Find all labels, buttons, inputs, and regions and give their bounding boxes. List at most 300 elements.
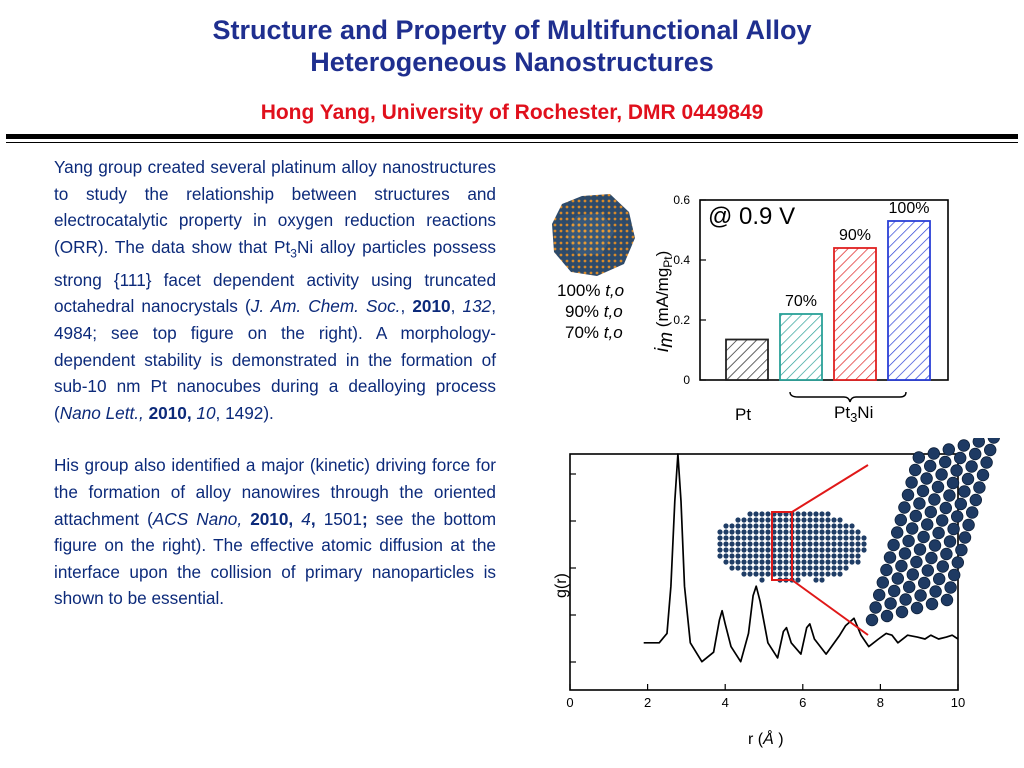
cluster-atom <box>819 553 824 558</box>
cluster-atom <box>741 571 746 576</box>
lattice-atom <box>969 448 981 460</box>
cluster-atom <box>849 523 854 528</box>
cluster-atom <box>765 565 770 570</box>
lattice-atom <box>896 560 908 572</box>
cluster-atom <box>861 547 866 552</box>
bar-data-label: 70% <box>784 293 818 310</box>
lattice-atom <box>915 590 927 602</box>
atomic-lattice-zoom-image <box>866 438 999 626</box>
bar <box>726 340 768 381</box>
cluster-atom <box>783 529 788 534</box>
cluster-atom <box>795 529 800 534</box>
cluster-atom <box>747 523 752 528</box>
lattice-atom <box>930 586 942 598</box>
lattice-atom <box>925 506 937 518</box>
cluster-atom <box>813 571 818 576</box>
cluster-atom <box>795 553 800 558</box>
cluster-atom <box>837 541 842 546</box>
lattice-atom <box>885 598 897 610</box>
cluster-atom <box>795 511 800 516</box>
cluster-atom <box>819 517 824 522</box>
bar-data-label: 100% <box>888 200 930 217</box>
cluster-atom <box>741 553 746 558</box>
cluster-atom <box>729 547 734 552</box>
lattice-atom <box>896 606 908 618</box>
cluster-atom <box>837 559 842 564</box>
cluster-atom <box>825 565 830 570</box>
gr-figure <box>540 438 1018 760</box>
cluster-atom <box>831 541 836 546</box>
legend-70: 70% t,o <box>565 323 623 342</box>
lattice-atom <box>903 581 915 593</box>
cluster-atom <box>765 541 770 546</box>
lattice-atom <box>951 511 963 523</box>
lattice-atom <box>907 569 919 581</box>
cluster-atom <box>807 553 812 558</box>
cluster-atom <box>753 523 758 528</box>
cluster-atom <box>759 571 764 576</box>
bar-y-tick-label: 0.2 <box>673 313 690 327</box>
cluster-atom <box>825 559 830 564</box>
cluster-atom <box>837 535 842 540</box>
cluster-atom <box>729 529 734 534</box>
lattice-atom <box>888 585 900 597</box>
cluster-atom <box>741 559 746 564</box>
lattice-atom <box>873 589 885 601</box>
cluster-atom <box>825 541 830 546</box>
cluster-atom <box>831 559 836 564</box>
lattice-atom <box>945 582 957 594</box>
gr-x-tick-label: 0 <box>566 695 574 710</box>
cluster-atom <box>831 571 836 576</box>
cluster-atom <box>819 559 824 564</box>
lattice-atom <box>910 510 922 522</box>
cluster-atom <box>813 547 818 552</box>
lattice-atom <box>881 564 893 576</box>
title-divider-thick <box>6 134 1018 139</box>
cluster-atom <box>783 559 788 564</box>
cluster-atom <box>723 535 728 540</box>
lattice-atom <box>906 477 918 489</box>
lattice-atom <box>918 531 930 543</box>
cluster-atom <box>765 511 770 516</box>
bar <box>780 314 822 380</box>
cluster-atom <box>807 517 812 522</box>
lattice-atom <box>881 610 893 622</box>
cluster-atom <box>747 535 752 540</box>
paragraph-1: Yang group created several platinum alloy nanostructures to study the relationship between structures and electrocatalytic property in oxygen reduction reactions (ORR). The data show that $Pt_3Ni$ alloy particles possess strong {111} facet dependent activity using truncated octahedral nanocrystals (J. Am. Chem. Soc., 2010, 132, 4984; see top figure on the right). A morphology-dependent stability is demonstrated in the formation of sub-10 nm Pt nanocubes during a dealloying process (Nano Lett., 2010, 10, 1492). <box>54 157 496 423</box>
cluster-atom <box>747 565 752 570</box>
cluster-atom <box>825 529 830 534</box>
cluster-atom <box>777 559 782 564</box>
lattice-atom <box>866 614 878 626</box>
bar-figure <box>540 180 1010 430</box>
lattice-atom <box>981 457 993 469</box>
cluster-atom <box>777 565 782 570</box>
cluster-atom <box>813 523 818 528</box>
cluster-atom <box>813 535 818 540</box>
lattice-atom <box>884 552 896 564</box>
lattice-atom <box>936 469 948 481</box>
cluster-atom <box>801 529 806 534</box>
lattice-atom <box>941 594 953 606</box>
zoom-line-top <box>792 465 868 512</box>
lattice-atom <box>933 527 945 539</box>
body-text <box>54 154 496 612</box>
lattice-atom <box>958 440 970 452</box>
lattice-atom <box>963 519 975 531</box>
cluster-atom <box>777 517 782 522</box>
lattice-atom <box>937 561 949 573</box>
cluster-atom <box>723 529 728 534</box>
cluster-atom <box>783 541 788 546</box>
lattice-atom <box>959 532 971 544</box>
cluster-atom <box>759 577 764 582</box>
cluster-atom <box>777 553 782 558</box>
lattice-atom <box>944 536 956 548</box>
cluster-atom <box>747 511 752 516</box>
lattice-atom <box>891 527 903 539</box>
bar-y-axis-label: im $(mA/mg_{Pt})$ <box>652 250 677 352</box>
cluster-atom <box>801 517 806 522</box>
gr-x-tick-label: 4 <box>721 695 729 710</box>
cluster-atom <box>837 547 842 552</box>
cluster-atom <box>801 535 806 540</box>
lattice-atom <box>984 444 996 456</box>
cluster-atom <box>765 523 770 528</box>
cluster-atom <box>753 541 758 546</box>
cluster-atom <box>837 571 842 576</box>
gr-x-axis-label: r (Å ) <box>748 731 784 748</box>
cluster-atom <box>735 535 740 540</box>
voltage-annotation: @ 0.9 V <box>708 203 796 230</box>
cluster-atom <box>777 547 782 552</box>
cluster-atom <box>831 535 836 540</box>
cluster-atom <box>741 517 746 522</box>
cluster-atom <box>759 529 764 534</box>
cluster-atom <box>741 529 746 534</box>
cluster-atom <box>831 529 836 534</box>
lattice-atom <box>911 556 923 568</box>
cluster-atom <box>813 553 818 558</box>
lattice-atom <box>940 502 952 514</box>
cluster-atom <box>813 517 818 522</box>
cluster-atom <box>813 511 818 516</box>
cluster-atom <box>807 559 812 564</box>
cluster-atom <box>825 571 830 576</box>
lattice-atom <box>962 473 974 485</box>
lattice-atom <box>928 448 940 460</box>
cluster-atom <box>819 565 824 570</box>
cluster-atom <box>843 553 848 558</box>
cluster-atom <box>825 511 830 516</box>
cluster-atom <box>825 553 830 558</box>
cluster-atom <box>765 571 770 576</box>
cluster-atom <box>723 541 728 546</box>
cluster-atom <box>783 523 788 528</box>
cluster-atom <box>849 547 854 552</box>
cluster-atom <box>843 547 848 552</box>
cluster-atom <box>843 529 848 534</box>
lattice-atom <box>888 539 900 551</box>
lattice-atom <box>959 486 971 498</box>
cluster-atom <box>801 523 806 528</box>
cluster-atom <box>723 547 728 552</box>
legend-90: 90% t,o <box>565 302 623 321</box>
cluster-atom <box>861 541 866 546</box>
cluster-atom <box>813 565 818 570</box>
cluster-atom <box>759 511 764 516</box>
cluster-atom <box>759 553 764 558</box>
lattice-atom <box>903 535 915 547</box>
cluster-atom <box>729 565 734 570</box>
lattice-atom <box>973 438 985 447</box>
gr-plot-frame <box>570 454 958 690</box>
cluster-atom <box>831 565 836 570</box>
cluster-atom <box>759 559 764 564</box>
lattice-atom <box>947 477 959 489</box>
cluster-atom <box>777 541 782 546</box>
cluster-atom <box>741 523 746 528</box>
cluster-atom <box>735 547 740 552</box>
cluster-atom <box>813 529 818 534</box>
cluster-atom <box>765 559 770 564</box>
cluster-atom <box>831 547 836 552</box>
cluster-atom <box>813 577 818 582</box>
lattice-atom <box>918 577 930 589</box>
cluster-atom <box>753 547 758 552</box>
cluster-atom <box>735 541 740 546</box>
cluster-atom <box>765 553 770 558</box>
lattice-atom <box>926 552 938 564</box>
bar-data-label: 90% <box>838 227 872 244</box>
cluster-atom <box>783 565 788 570</box>
cluster-atom <box>849 559 854 564</box>
lattice-atom <box>902 489 914 501</box>
bar-y-tick-label: 0 <box>683 373 690 387</box>
slide-title-line-1: Structure and Property of Multifunctional Alloy <box>212 15 812 45</box>
cluster-atom <box>825 517 830 522</box>
cluster-atom <box>759 517 764 522</box>
cluster-atom <box>735 559 740 564</box>
lattice-atom <box>948 569 960 581</box>
cluster-atom <box>843 541 848 546</box>
cluster-atom <box>753 517 758 522</box>
cluster-atom <box>819 511 824 516</box>
gr-y-axis-label: g(r) <box>553 573 570 598</box>
cluster-atom <box>759 565 764 570</box>
cluster-atom <box>735 529 740 534</box>
group-label-pt: Pt <box>735 405 752 424</box>
lattice-atom <box>970 494 982 506</box>
cluster-atom <box>855 553 860 558</box>
cluster-atom <box>753 553 758 558</box>
zoom-line-bottom <box>792 580 868 635</box>
cluster-atom <box>723 559 728 564</box>
lattice-atom <box>921 519 933 531</box>
cluster-atom <box>861 535 866 540</box>
cluster-atom <box>759 541 764 546</box>
cluster-atom <box>831 523 836 528</box>
lattice-atom <box>955 498 967 510</box>
cluster-atom <box>825 535 830 540</box>
lattice-atom <box>966 461 978 473</box>
cluster-atom <box>753 571 758 576</box>
cluster-atom <box>747 553 752 558</box>
lattice-atom <box>913 452 925 464</box>
cluster-atom <box>855 559 860 564</box>
lattice-atom <box>895 514 907 526</box>
lattice-atom <box>922 565 934 577</box>
title-divider-thin <box>6 142 1018 143</box>
lattice-atom <box>877 577 889 589</box>
lattice-atom <box>929 494 941 506</box>
cluster-atom <box>795 571 800 576</box>
lattice-atom <box>911 602 923 614</box>
cluster-atom <box>783 547 788 552</box>
cluster-atom <box>807 565 812 570</box>
lattice-atom <box>906 523 918 535</box>
bar-y-tick-label: 0.6 <box>673 193 690 207</box>
author-line: Hong Yang, University of Rochester, DMR 0449849 <box>260 101 764 124</box>
cluster-atom <box>849 529 854 534</box>
cluster-atom <box>717 529 722 534</box>
cluster-atom <box>819 547 824 552</box>
cluster-atom <box>753 511 758 516</box>
cluster-atom <box>837 517 842 522</box>
cluster-atom <box>729 535 734 540</box>
cluster-atom <box>735 565 740 570</box>
lattice-atom <box>914 544 926 556</box>
cluster-atom <box>741 535 746 540</box>
paragraph-2: His group also identified a major (kinetic) driving force for the formation of alloy nanowires through the oriented attachment (ACS Nano, 2010, 4, 1501; see the bottom figure on the right). The effective atomic diffusion at the interface upon the collision of primary nanoparticles is shown to be essential. <box>54 455 497 609</box>
cluster-atom <box>807 541 812 546</box>
lattice-atom <box>974 482 986 494</box>
lattice-atom <box>929 540 941 552</box>
cluster-atom <box>837 565 842 570</box>
bar <box>834 248 876 380</box>
cluster-atom <box>849 553 854 558</box>
cluster-atom <box>747 541 752 546</box>
cluster-atom <box>795 523 800 528</box>
cluster-atom <box>807 535 812 540</box>
cluster-atom <box>729 523 734 528</box>
cluster-atom <box>717 547 722 552</box>
cluster-atom <box>807 529 812 534</box>
lattice-atom <box>892 573 904 585</box>
cluster-atom <box>801 571 806 576</box>
cluster-atom <box>813 541 818 546</box>
lattice-atom <box>956 544 968 556</box>
cluster-atom <box>813 559 818 564</box>
cluster-atom <box>807 547 812 552</box>
cluster-atom <box>729 541 734 546</box>
cluster-atom <box>843 565 848 570</box>
cluster-atom <box>819 571 824 576</box>
cluster-atom <box>741 547 746 552</box>
cluster-atom <box>819 541 824 546</box>
lattice-atom <box>944 490 956 502</box>
cluster-atom <box>765 535 770 540</box>
cluster-atom <box>717 553 722 558</box>
cluster-atom <box>849 535 854 540</box>
cluster-atom <box>783 535 788 540</box>
cluster-atom <box>735 517 740 522</box>
cluster-atom <box>819 529 824 534</box>
legend-100: 100% t,o <box>557 281 625 300</box>
cluster-atom <box>717 535 722 540</box>
cluster-atom <box>717 541 722 546</box>
lattice-atom <box>954 452 966 464</box>
cluster-atom <box>801 559 806 564</box>
gr-x-tick-label: 2 <box>643 695 652 710</box>
cluster-atom <box>795 517 800 522</box>
lattice-atom <box>900 594 912 606</box>
cluster-atom <box>777 529 782 534</box>
lattice-atom <box>870 602 882 614</box>
cluster-atom <box>753 559 758 564</box>
cluster-atom <box>723 553 728 558</box>
cluster-atom <box>795 565 800 570</box>
cluster-atom <box>747 559 752 564</box>
cluster-atom <box>747 529 752 534</box>
cluster-atom <box>807 511 812 516</box>
gr-x-tick-label: 6 <box>799 695 807 710</box>
lattice-atom <box>899 548 911 560</box>
cluster-atom <box>783 571 788 576</box>
cluster-atom <box>831 553 836 558</box>
cluster-atom <box>747 517 752 522</box>
cluster-atom <box>795 541 800 546</box>
lattice-atom <box>933 573 945 585</box>
cluster-atom <box>765 529 770 534</box>
cluster-atom <box>843 559 848 564</box>
bar-y-tick-label: 0.4 <box>673 253 690 267</box>
lattice-atom <box>939 456 951 468</box>
cluster-atom <box>795 535 800 540</box>
cluster-atom <box>837 523 842 528</box>
cluster-atom <box>795 559 800 564</box>
lattice-atom <box>899 502 911 514</box>
lattice-atom <box>924 460 936 472</box>
cluster-atom <box>783 517 788 522</box>
cluster-atom <box>747 547 752 552</box>
truncated-octahedron-nanocrystal <box>552 194 635 276</box>
cluster-atom <box>741 541 746 546</box>
cluster-atom <box>855 529 860 534</box>
lattice-atom <box>941 548 953 560</box>
cluster-atom <box>765 517 770 522</box>
cluster-atom <box>735 553 740 558</box>
lattice-atom <box>977 469 989 481</box>
cluster-atom <box>735 523 740 528</box>
cluster-atom <box>837 529 842 534</box>
cluster-atom <box>837 553 842 558</box>
cluster-atom <box>759 523 764 528</box>
cluster-atom <box>765 547 770 552</box>
pt3ni-group-brace <box>790 392 906 402</box>
cluster-atom <box>819 523 824 528</box>
cluster-atom <box>807 571 812 576</box>
lattice-atom <box>936 515 948 527</box>
cluster-atom <box>825 523 830 528</box>
cluster-atom <box>777 571 782 576</box>
bar <box>888 221 930 380</box>
slide-title-line-2: Heterogeneous Nanostructures <box>310 47 714 77</box>
cluster-atom <box>825 547 830 552</box>
lattice-atom <box>932 481 944 493</box>
cluster-atom <box>759 547 764 552</box>
